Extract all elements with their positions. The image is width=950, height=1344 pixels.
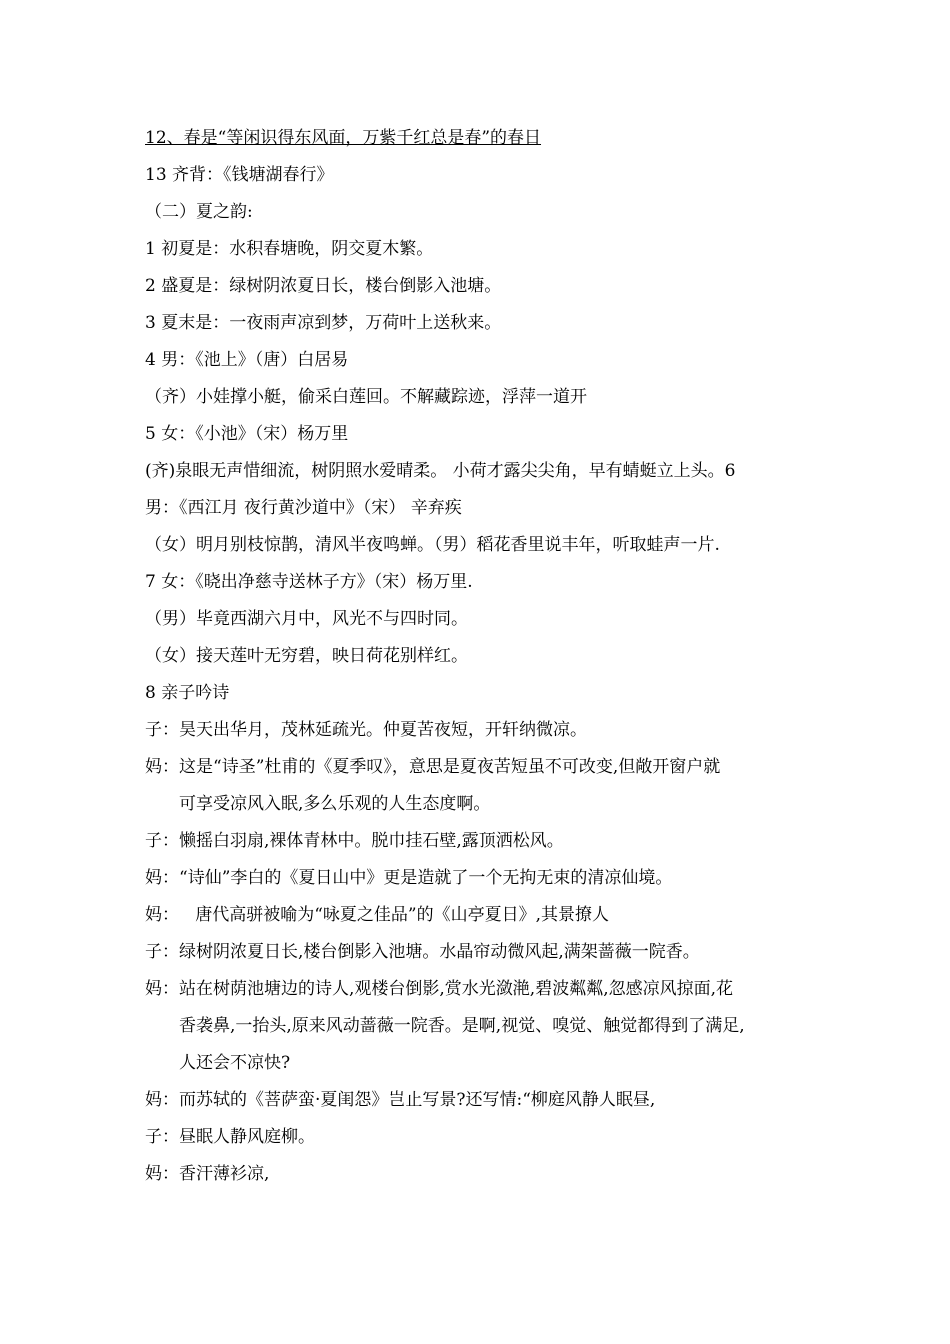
- text-line: 子：懒摇白羽扇,裸体青林中。脱巾挂石壁,露顶洒松风。: [145, 831, 564, 851]
- text-line: 妈： 唐代高骈被喻为“咏夏之佳品”的《山亭夏日》,其景撩人: [145, 905, 609, 925]
- text-line: 男：《西江月 夜行黄沙道中》（宋） 辛弃疾: [145, 498, 462, 518]
- section-heading: （二）夏之韵:: [145, 202, 253, 222]
- text-line: 妈：这是“诗圣”杜甫的《夏季叹》，意思是夏夜苦短虽不可改变,但敞开窗户就: [145, 757, 721, 777]
- text-line: （男）毕竟西湖六月中，风光不与四时同。: [145, 609, 468, 629]
- text-line: 5 女：《小池》（宋）杨万里: [145, 424, 349, 444]
- text-line: [145, 120, 815, 157]
- text-line: 妈：“诗仙”李白的《夏日山中》更是造就了一个无拘无束的清凉仙境。: [145, 868, 673, 888]
- text-line: 2 盛夏是：绿树阴浓夏日长，楼台倒影入池塘。: [145, 276, 502, 296]
- text-line: 子：昼眠人静风庭柳。: [145, 1127, 315, 1147]
- document-page: [145, 120, 815, 1193]
- text-line: （女）明月别枝惊鹊，清风半夜鸣蝉。（男）稻花香里说丰年，听取蛙声一片.: [145, 535, 720, 555]
- text-line-continuation: 香袭鼻,一抬头,原来风动蔷薇一院香。是啊,视觉、嗅觉、触觉都得到了满足,: [179, 1016, 745, 1036]
- text-line: 1 初夏是：水积春塘晚，阴交夏木繁。: [145, 239, 434, 259]
- text-line: 妈：香汗薄衫凉,: [145, 1164, 270, 1184]
- text-line: （齐）小娃撑小艇，偷采白莲回。不解藏踪迹，浮萍一道开: [145, 387, 587, 407]
- text-line-continuation: 可享受凉风入眠,多么乐观的人生态度啊。: [179, 794, 491, 814]
- text-line: (齐)泉眼无声惜细流，树阴照水爱晴柔。 小荷才露尖尖角，早有蜻蜓立上头。6: [145, 461, 736, 481]
- text-line: 妈：而苏轼的《菩萨蛮·夏闺怨》岂止写景?还写情:“柳庭风静人眠昼,: [145, 1090, 656, 1110]
- text-line: 4 男：《池上》（唐）白居易: [145, 350, 349, 370]
- text-line: 13 齐背：《钱塘湖春行》: [145, 165, 334, 185]
- text-line: 妈：站在树荫池塘边的诗人,观楼台倒影,赏水光潋滟,碧波粼粼,忽感凉风掠面,花: [145, 979, 734, 999]
- underlined-heading: 12、春是“等闲识得东风面，万紫千红总是春”的春日: [145, 128, 542, 148]
- text-line: 子：昊天出华月，茂林延疏光。仲夏苦夜短，开轩纳微凉。: [145, 720, 587, 740]
- text-line: （女）接天莲叶无穷碧，映日荷花别样红。: [145, 646, 468, 666]
- text-line: 8 亲子吟诗: [145, 683, 230, 703]
- text-line: 7 女：《晓出净慈寺送林子方》（宋）杨万里.: [145, 572, 473, 592]
- text-line-continuation: 人还会不凉快?: [179, 1053, 291, 1073]
- text-line: 3 夏末是：一夜雨声凉到梦，万荷叶上送秋来。: [145, 313, 502, 333]
- text-line: 子：绿树阴浓夏日长,楼台倒影入池塘。水晶帘动微风起,满架蔷薇一院香。: [145, 942, 700, 962]
